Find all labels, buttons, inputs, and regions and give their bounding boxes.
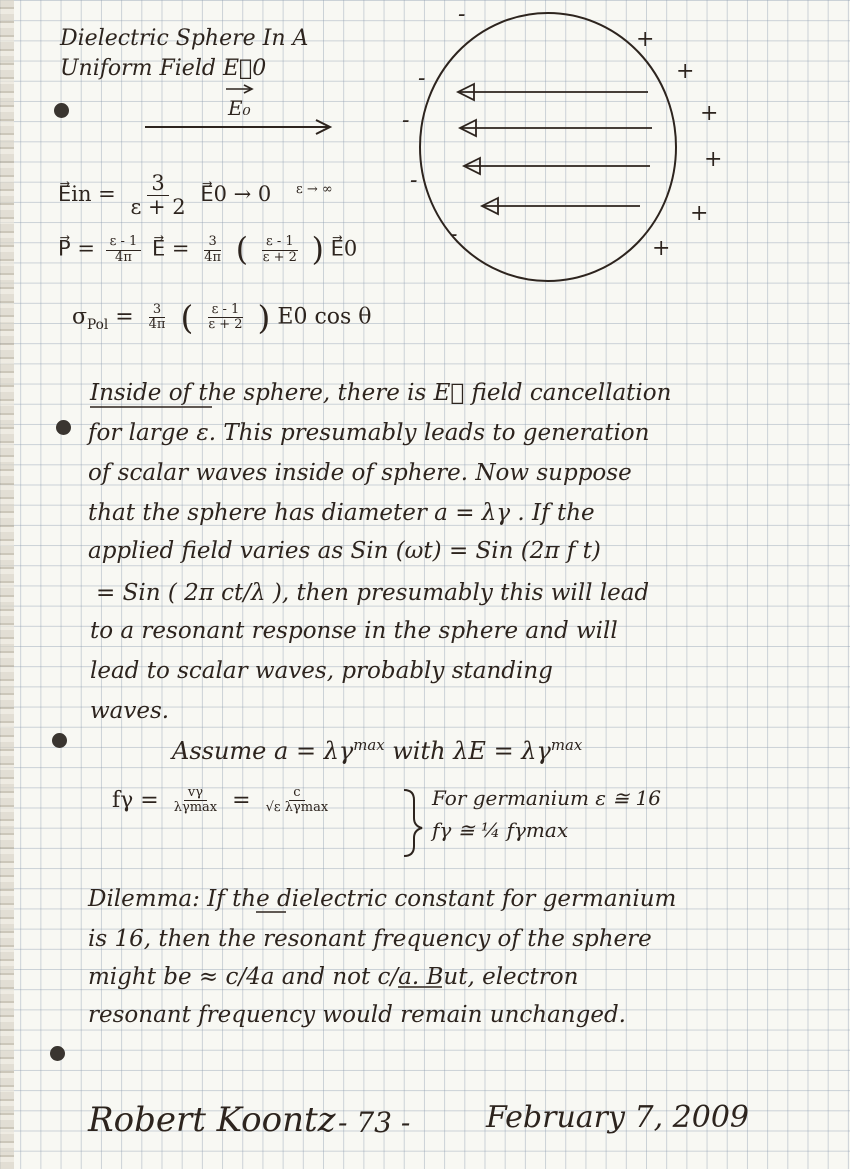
sigma-symbol: σ [72,304,88,330]
germanium-note: For germanium ε ≅ 16 [432,786,661,810]
sigma-numerator-1: 3 [149,303,165,318]
close-paren: ) [257,298,271,337]
e-in-numerator: 3 [147,172,168,196]
assume-sup-2: max [550,736,583,754]
freq-denominator-1: λγmax [173,800,218,816]
freq-denominator-2: √ε λγmax [265,800,329,816]
sigma-fraction-2 [204,303,246,333]
e-in-rhs: E⃗0 → 0 [200,182,272,207]
paragraph-line: for large ε. This presumably leads to generation [88,420,650,446]
freq-fraction-1 [170,786,221,816]
dilemma-line: Dilemma: If the dielectric constant for germanium [88,886,677,912]
paragraph-line: applied field varies as Sin (ωt) = Sin (2π f t) [88,538,601,564]
freq-numerator-2: c [289,786,304,801]
e-in-denominator: ε + 2 [130,195,186,220]
paragraph-line: waves. [90,698,170,724]
sigma-fraction-1 [145,303,170,333]
p-lhs: P⃗ = [58,236,95,261]
p-fraction-3 [259,235,301,265]
minus-sign: - [458,2,466,27]
sigma-equals: = [115,304,134,330]
signature-name: Robert Koontz [88,1100,336,1140]
plus-sign: + [704,147,723,172]
title-line-2: Uniform Field E⃗0 [60,56,267,81]
assume-sup-1: max [353,736,385,754]
paragraph-line: = Sin ( 2π ct/λ ), then presumably this will lead [96,580,650,606]
sigma-subscript: Pol [87,316,109,333]
e-in-limit: ε → ∞ [295,182,333,198]
p-rhs: E⃗0 [330,236,358,261]
page-number: - 73 - [338,1106,411,1139]
paragraph-line: to a resonant response in the sphere and will [90,618,618,644]
equation-sigma [72,298,372,337]
plus-sign: + [652,236,671,261]
e-in-lhs: E⃗in = [58,182,116,207]
p-denominator-1: 4π [115,249,132,265]
minus-sign: - [402,108,410,133]
sigma-rhs: E0 cos θ [277,304,372,330]
dilemma-line: is 16, then the resonant frequency of the sphere [88,926,652,952]
right-brace [404,790,422,856]
assume-mid: with λE = λγ [384,737,551,765]
field-label: E₀ [228,96,251,120]
signature-date: February 7, 2009 [486,1100,750,1135]
open-paren: ( [180,298,194,337]
title-line-1: Dielectric Sphere In A [60,26,309,51]
plus-sign: + [676,59,695,84]
assume-line [172,736,582,765]
equation-polarization [58,232,357,268]
freq-lhs: fγ = [112,787,159,813]
equation-e-in [58,172,333,219]
close-paren: ) [311,232,324,268]
e-in-fraction [126,172,189,219]
p-numerator-1: ε - 1 [106,235,142,250]
p-denominator-3: ε + 2 [262,249,297,265]
internal-field-arrows [458,84,652,214]
minus-sign: - [450,222,458,247]
p-numerator-2: 3 [204,235,220,250]
assume-text: Assume a = λγ [172,737,354,765]
sphere-diagram [420,13,676,281]
paragraph-line: lead to scalar waves, probably standing [90,658,553,684]
equation-frequency [112,786,336,816]
p-mid: E⃗ = [151,236,190,261]
uniform-field-arrow [145,85,330,134]
dilemma-line: resonant frequency would remain unchanged. [88,1002,626,1028]
paragraph-line: of scalar waves inside of sphere. Now suppose [88,460,632,486]
freq-numerator-1: vγ [184,786,207,801]
germanium-frequency: fγ ≅ ¼ fγmax [432,818,569,842]
sigma-denominator-1: 4π [148,317,166,332]
paragraph-line: Inside of the sphere, there is E⃗ field cancellation [90,380,672,406]
dilemma-line: might be ≈ c/4a and not c/a. But, electron [88,964,579,990]
p-numerator-3: ε - 1 [262,235,298,250]
p-denominator-2: 4π [204,249,222,265]
sigma-numerator-2: ε - 1 [208,303,244,318]
freq-equals: = [232,787,251,813]
minus-sign: - [418,66,426,91]
open-paren: ( [235,232,249,268]
plus-sign: + [636,27,655,52]
p-fraction-1 [106,235,142,265]
paragraph-line: that the sphere has diameter a = λγ . If the [88,500,595,526]
plus-sign: + [690,201,709,226]
freq-fraction-2 [262,786,333,816]
minus-sign: - [410,168,418,193]
p-fraction-2 [200,235,225,265]
plus-sign: + [700,101,719,126]
sigma-denominator-2: ε + 2 [208,317,243,332]
